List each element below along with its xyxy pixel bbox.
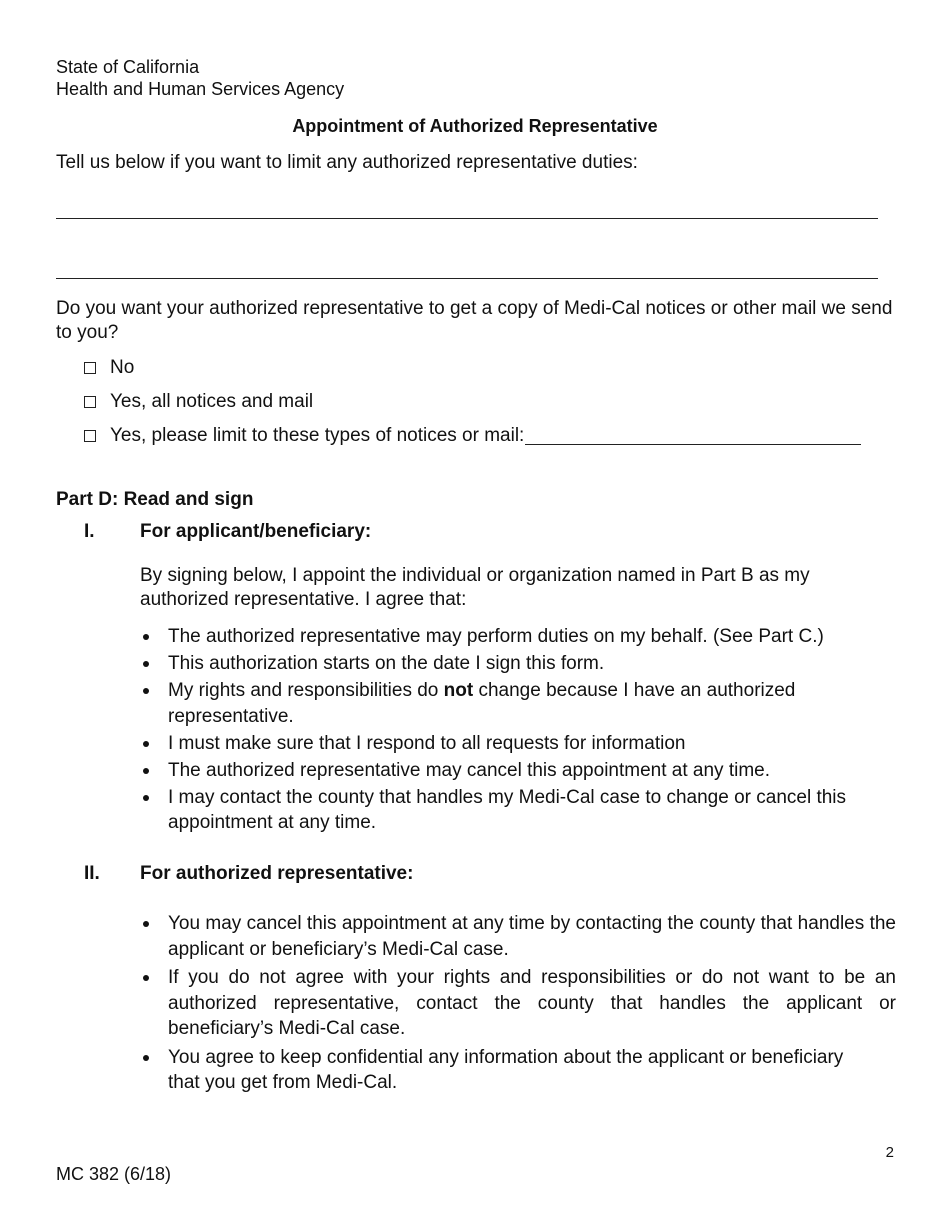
section-1-intro: By signing below, I appoint the individual or organization named in Part B as my authorized representative. I agree that:: [140, 565, 810, 610]
limit-duties-line-2[interactable]: [56, 278, 878, 279]
agency-state: State of California: [56, 57, 200, 77]
section-1-label: For applicant/beneficiary:: [140, 521, 372, 542]
bullet-icon: [143, 795, 149, 801]
option-yes-limit-label: Yes, please limit to these types of notices or mail:: [110, 425, 525, 446]
limit-types-field[interactable]: [525, 428, 861, 445]
bullet-icon: [143, 975, 149, 981]
list-item: You agree to keep confidential any information about the applicant or beneficiary that you get from Medi-Cal.: [140, 1045, 896, 1096]
bullet-icon: [143, 634, 149, 640]
mail-question: Do you want your authorized representative to get a copy of Medi-Cal notices or other mail we send to you?: [56, 298, 893, 343]
list-item: This authorization starts on the date I sign this form.: [140, 651, 896, 677]
bullet-icon: [143, 688, 149, 694]
bullet-icon: [143, 741, 149, 747]
option-yes-limit[interactable]: [84, 425, 861, 447]
list-item: The authorized representative may cancel this appointment at any time.: [140, 758, 896, 784]
checkbox-yes-limit[interactable]: [84, 430, 96, 442]
part-d-heading: Part D: Read and sign: [56, 489, 254, 510]
section-1-numeral: I.: [84, 521, 95, 542]
form-id: MC 382 (6/18): [56, 1164, 172, 1184]
list-item: I may contact the county that handles my Medi-Cal case to change or cancel this appointment at any time.: [140, 785, 896, 836]
list-item: If you do not agree with your rights and responsibilities or do not want to be an authorized representative, contact the county that handles the applicant or beneficiary’s Medi-Cal case.: [140, 965, 896, 1042]
bullet-icon: [143, 921, 149, 927]
section-1-bullets: [140, 624, 896, 837]
page-number: 2: [885, 1144, 894, 1161]
option-no[interactable]: [84, 357, 134, 379]
list-item: My rights and responsibilities do not change because I have an authorized representative.: [140, 678, 896, 729]
section-2-label: For authorized representative:: [140, 863, 414, 884]
bullet-icon: [143, 1055, 149, 1061]
agency-name: Health and Human Services Agency: [56, 79, 345, 99]
bullet-icon: [143, 768, 149, 774]
checkbox-no[interactable]: [84, 362, 96, 374]
option-yes-all-label: Yes, all notices and mail: [110, 391, 314, 412]
checkbox-yes-all[interactable]: [84, 396, 96, 408]
page-title: Appointment of Authorized Representative: [292, 116, 658, 136]
option-yes-all[interactable]: [84, 391, 313, 413]
bullet-icon: [143, 661, 149, 667]
list-item: The authorized representative may perform duties on my behalf. (See Part C.): [140, 624, 896, 650]
section-2-bullets: [140, 911, 896, 1099]
list-item: I must make sure that I respond to all requests for information: [140, 731, 896, 757]
limit-duties-prompt: Tell us below if you want to limit any authorized representative duties:: [56, 152, 638, 173]
section-2-numeral: II.: [84, 863, 100, 884]
limit-duties-line-1[interactable]: [56, 218, 878, 219]
option-no-label: No: [110, 357, 135, 378]
list-item: You may cancel this appointment at any time by contacting the county that handles the applicant or beneficiary’s Medi-Cal case.: [140, 911, 896, 962]
emphasis-not: not: [443, 680, 474, 701]
